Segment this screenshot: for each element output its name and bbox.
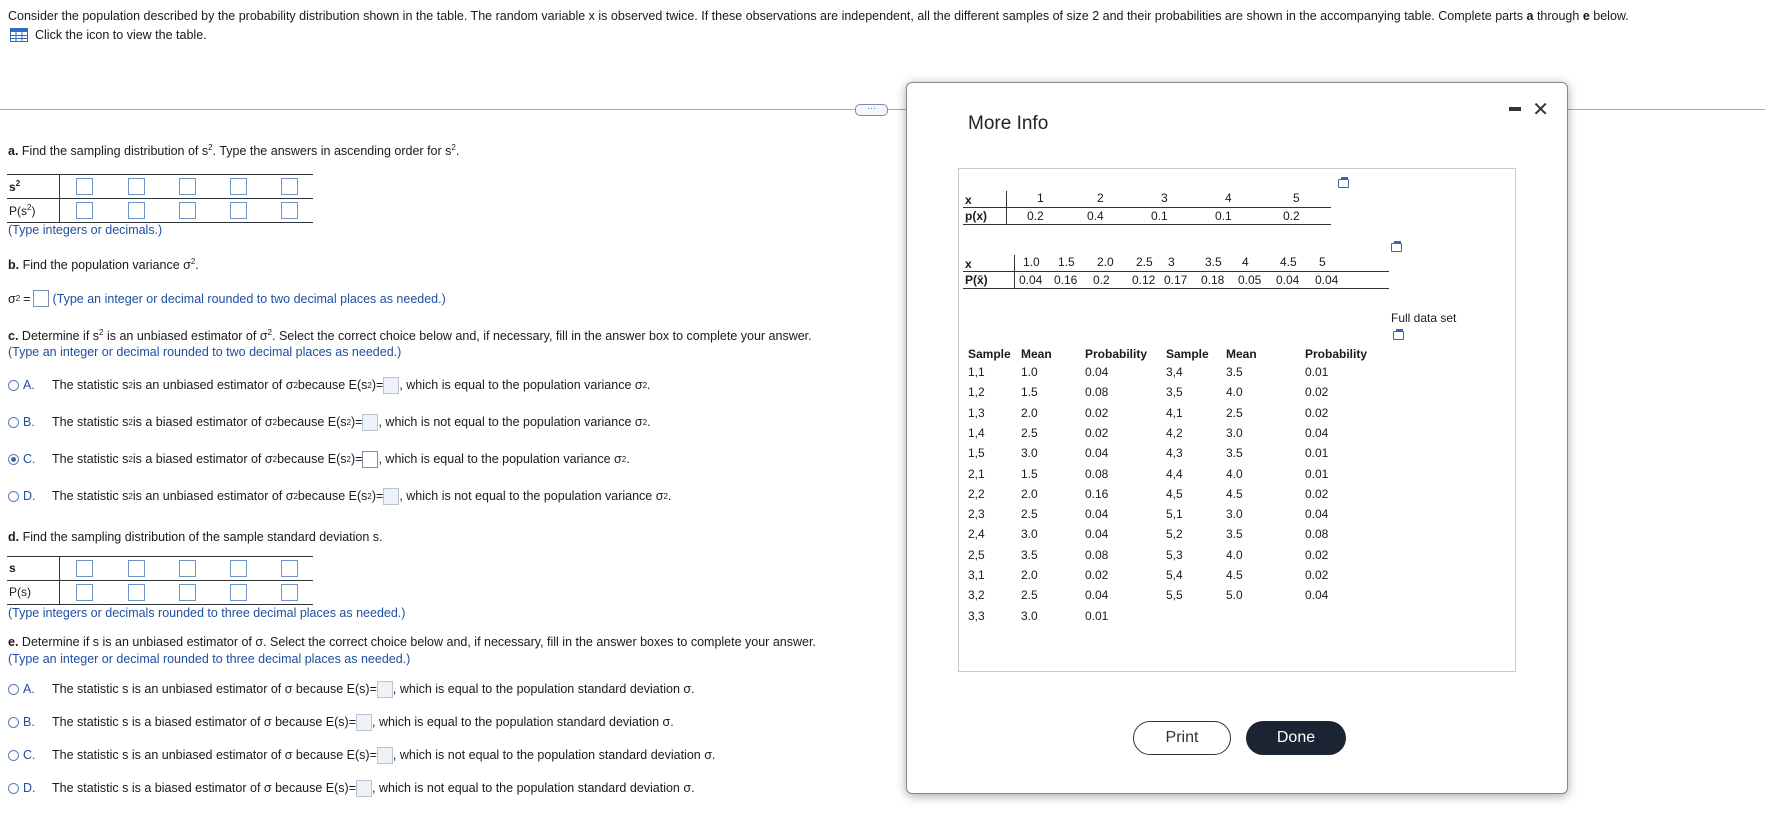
ps-value-input-4[interactable] — [230, 584, 247, 601]
data-cell: 0.01 — [1305, 466, 1329, 481]
column-header: Mean — [1226, 347, 1257, 361]
pop-px-value: 0.2 — [1283, 209, 1300, 223]
data-cell: 0.02 — [1305, 486, 1329, 501]
done-button[interactable]: Done — [1246, 721, 1346, 755]
s-value-input-3[interactable] — [179, 560, 196, 577]
ps-value-input-3[interactable] — [179, 584, 196, 601]
column-header: Sample — [968, 347, 1011, 361]
data-cell: 3,3 — [968, 608, 985, 623]
s-value-input-1[interactable] — [76, 560, 93, 577]
data-cell: 3,4 — [1166, 365, 1183, 379]
view-table-link[interactable]: Click the icon to view the table. — [10, 28, 207, 42]
data-cell: 1,1 — [968, 365, 985, 379]
e-d-answer-input[interactable] — [356, 780, 372, 797]
data-cell: 0.04 — [1085, 365, 1109, 379]
radio-e-b[interactable] — [8, 717, 19, 728]
data-cell: 1.5 — [1021, 385, 1038, 400]
xbar-value: 4.5 — [1280, 255, 1297, 269]
pop-x-value: 2 — [1097, 191, 1104, 205]
ps2-value-input-5[interactable] — [281, 202, 298, 219]
pxbar-value: 0.2 — [1093, 273, 1110, 287]
data-cell: 4.0 — [1226, 466, 1243, 481]
column-header: Probability — [1305, 347, 1368, 361]
column-header: Probability — [1085, 347, 1148, 361]
data-cell: 0.08 — [1085, 547, 1109, 562]
data-cell: 3.0 — [1226, 507, 1243, 522]
pxbar-value: 0.04 — [1019, 273, 1043, 287]
ps2-value-input-3[interactable] — [179, 202, 196, 219]
column-header: Mean — [1021, 347, 1052, 361]
part-c-option-b[interactable]: B. The statistic s 2 is a biased estimator of σ 2 because E(s 2 )= , which is not equal to the population variance σ 2 . — [8, 411, 651, 433]
pxbar-value: 0.05 — [1238, 273, 1262, 287]
divider — [0, 109, 855, 110]
data-cell: 2.5 — [1226, 405, 1243, 420]
s2-value-input-2[interactable] — [128, 178, 145, 195]
data-cell: 0.01 — [1305, 365, 1329, 379]
pxbar-value: 0.12 — [1132, 273, 1156, 287]
pxbar-value: 0.16 — [1054, 273, 1078, 287]
ps-value-input-5[interactable] — [281, 584, 298, 601]
e-b-answer-input[interactable] — [356, 714, 372, 731]
pop-px-value: 0.4 — [1087, 209, 1104, 223]
table-icon — [10, 28, 28, 42]
pxbar-label: P(x̄) — [965, 273, 988, 287]
data-cell: 4.5 — [1226, 568, 1243, 582]
data-cell: 1.5 — [1021, 466, 1038, 481]
xbar-value: 5 — [1319, 255, 1326, 269]
s-squared-label: $s^2$ — [9, 179, 21, 194]
pop-px-value: 0.1 — [1215, 209, 1232, 223]
data-cell: 2.0 — [1021, 486, 1038, 501]
data-cell: 0.01 — [1305, 446, 1329, 461]
data-cell: 0.04 — [1305, 507, 1329, 522]
radio-c-c-selected[interactable] — [8, 454, 19, 465]
xbar-value: 1.5 — [1058, 255, 1075, 269]
px-label: p(x) — [965, 209, 987, 223]
pxbar-value: 0.04 — [1315, 273, 1339, 287]
part-a-table — [7, 174, 313, 222]
data-cell: 0.02 — [1305, 385, 1329, 400]
part-d-table — [7, 556, 313, 604]
copy-table-icon[interactable] — [1391, 243, 1402, 252]
e-a-answer-input[interactable] — [377, 681, 393, 698]
part-c-option-a[interactable]: A. The statistic s 2 is an unbiased estimator of σ 2 because E(s 2 )= , which is equal to the population variance σ 2 . — [8, 374, 651, 396]
data-cell: 0.04 — [1085, 588, 1109, 603]
part-e-hint: (Type an integer or decimal rounded to three decimal places as needed.) — [8, 652, 411, 666]
data-cell: 2,2 — [968, 486, 985, 501]
data-cell: 4,3 — [1166, 446, 1183, 461]
e-c-answer-input[interactable] — [377, 747, 393, 764]
data-cell: 3.5 — [1226, 365, 1243, 379]
part-d-hint: (Type integers or decimals rounded to three decimal places as needed.) — [8, 606, 406, 620]
data-cell: 4,5 — [1166, 486, 1183, 501]
column-header: Sample — [1166, 347, 1209, 361]
radio-c-a[interactable] — [8, 380, 19, 391]
data-cell: 0.04 — [1085, 446, 1109, 461]
s2-value-input-3[interactable] — [179, 178, 196, 195]
data-cell: 0.02 — [1305, 547, 1329, 562]
data-cell: 0.04 — [1305, 588, 1329, 603]
xbar-value: 2.0 — [1097, 255, 1114, 269]
data-cell: 0.01 — [1085, 608, 1109, 623]
more-info-dialog — [906, 82, 1568, 794]
data-cell: 2,4 — [968, 527, 985, 542]
data-cell: 0.02 — [1305, 568, 1329, 582]
part-b-question: b. Find the population variance $\sigma^2$. — [8, 257, 199, 273]
data-cell: 3.5 — [1021, 547, 1038, 562]
expand-dots-button[interactable]: ··· — [855, 104, 888, 116]
close-icon[interactable]: ✕ — [1532, 99, 1549, 121]
s2-value-input-1[interactable] — [76, 178, 93, 195]
radio-c-d[interactable] — [8, 491, 19, 502]
c-b-answer-input[interactable] — [362, 414, 378, 431]
data-cell: 1,5 — [968, 446, 985, 461]
c-d-answer-input[interactable] — [383, 488, 399, 505]
data-cell: 3,2 — [968, 588, 985, 603]
data-cell: 3.0 — [1021, 446, 1038, 461]
data-cell: 0.04 — [1305, 425, 1329, 440]
pop-x-value: 5 — [1293, 191, 1300, 205]
population-variance-input[interactable] — [33, 290, 49, 307]
data-cell: 4,2 — [1166, 425, 1183, 440]
data-cell: 5,3 — [1166, 547, 1183, 562]
radio-e-a[interactable] — [8, 684, 19, 695]
ps-value-input-2[interactable] — [128, 584, 145, 601]
radio-e-d[interactable] — [8, 783, 19, 794]
x-label: x — [965, 193, 972, 207]
part-e-option-a[interactable]: A. The statistic s is an unbiased estimator of σ because E(s)= , which is equal to the population standard deviation σ. — [8, 678, 695, 700]
data-cell: 4.5 — [1226, 486, 1243, 501]
data-cell: 0.02 — [1085, 405, 1109, 420]
data-cell: 3.0 — [1226, 425, 1243, 440]
part-c-option-c[interactable]: C. The statistic s 2 is a biased estimator of σ 2 because E(s 2 )= , which is equal to the population variance σ 2 . — [8, 448, 630, 470]
data-cell: 5,5 — [1166, 588, 1183, 603]
ps-value-input-1[interactable] — [76, 584, 93, 601]
pxbar-value: 0.04 — [1276, 273, 1300, 287]
dialog-title: More Info — [968, 113, 1049, 134]
data-cell: 3.5 — [1226, 527, 1243, 542]
data-cell: 4.0 — [1226, 385, 1243, 400]
data-cell: 2.5 — [1021, 588, 1038, 603]
data-cell: 1,3 — [968, 405, 985, 420]
data-cell: 0.02 — [1085, 568, 1109, 582]
pop-x-value: 1 — [1037, 191, 1044, 205]
data-cell: 0.02 — [1305, 405, 1329, 420]
data-cell: 4,1 — [1166, 405, 1183, 420]
data-cell: 2,3 — [968, 507, 985, 522]
print-button[interactable]: Print — [1133, 721, 1231, 755]
xbar-value: 3.5 — [1205, 255, 1222, 269]
data-cell: 5.0 — [1226, 588, 1243, 603]
full-data-set-label: Full data set — [1391, 311, 1457, 325]
data-cell: 1,4 — [968, 425, 985, 440]
pop-px-value: 0.1 — [1151, 209, 1168, 223]
part-e-option-b[interactable]: B. The statistic s is a biased estimator of σ because E(s)= , which is equal to the population standard deviation σ. — [8, 711, 674, 733]
p-s-squared-label: $P(s^2)$ — [9, 203, 36, 218]
info-content-panel — [958, 168, 1516, 672]
part-e-question: e. Determine if s is an unbiased estimator of σ. Select the correct choice below and, if necessary, fill in the answer boxes to complete your answer. — [8, 635, 816, 649]
part-c-question: c. Determine if $s^2$ is an unbiased estimator of $\sigma^2$. Select the correct choice below and, if necessary, fill in the answer box to complete your answer. — [8, 328, 812, 344]
problem-statement: Consider the population described by the probability distribution shown in the table. The random variable x is observed twice. If these observations are independent, all the different samples of size 2 and their probabilities are shown in the accompanying table. Complete parts a through e below. — [8, 9, 1629, 23]
data-cell: 0.08 — [1085, 466, 1109, 481]
data-cell: 3.5 — [1226, 446, 1243, 461]
data-cell: 2,5 — [968, 547, 985, 562]
s2-value-input-5[interactable] — [281, 178, 298, 195]
data-cell: 0.16 — [1085, 486, 1109, 501]
c-a-answer-input[interactable] — [383, 377, 399, 394]
data-cell: 3.0 — [1021, 527, 1038, 542]
part-c-hint: (Type an integer or decimal rounded to two decimal places as needed.) — [8, 345, 402, 359]
part-a-question: a. Find the sampling distribution of $s^2$. Type the answers in ascending order for $s^2$. — [8, 143, 460, 159]
pxbar-value: 0.17 — [1164, 273, 1188, 287]
xbar-value: 1.0 — [1023, 255, 1040, 269]
data-cell: 0.08 — [1085, 385, 1109, 400]
s-value-input-5[interactable] — [281, 560, 298, 577]
s-value-input-2[interactable] — [128, 560, 145, 577]
data-cell: 2.0 — [1021, 405, 1038, 420]
population-variance-row: σ 2 = (Type an integer or decimal rounded to two decimal places as needed.) — [8, 291, 446, 306]
data-cell: 5,4 — [1166, 568, 1183, 582]
radio-c-b[interactable] — [8, 417, 19, 428]
part-d-question: d. Find the sampling distribution of the sample standard deviation s. — [8, 530, 383, 544]
pop-x-value: 4 — [1225, 191, 1232, 205]
data-cell: 3.0 — [1021, 608, 1038, 623]
data-cell: 0.04 — [1085, 527, 1109, 542]
ps2-value-input-2[interactable] — [128, 202, 145, 219]
xbar-value: 3 — [1168, 255, 1175, 269]
data-cell: 1,2 — [968, 385, 985, 400]
s-value-input-4[interactable] — [230, 560, 247, 577]
xbar-value: 4 — [1242, 255, 1249, 269]
xbar-label: x — [965, 257, 972, 271]
radio-e-c[interactable] — [8, 750, 19, 761]
s2-value-input-4[interactable] — [230, 178, 247, 195]
ps2-value-input-4[interactable] — [230, 202, 247, 219]
copy-table-icon[interactable] — [1338, 179, 1349, 188]
data-cell: 0.02 — [1085, 425, 1109, 440]
copy-table-icon[interactable] — [1393, 331, 1404, 340]
data-cell: 3,1 — [968, 568, 985, 582]
ps2-value-input-1[interactable] — [76, 202, 93, 219]
pop-px-value: 0.2 — [1027, 209, 1044, 223]
data-cell: 2.5 — [1021, 507, 1038, 522]
data-cell: 5,2 — [1166, 527, 1183, 542]
data-cell: 2,1 — [968, 466, 985, 481]
s-label: s — [9, 561, 16, 575]
data-cell: 0.04 — [1085, 507, 1109, 522]
pop-x-value: 3 — [1161, 191, 1168, 205]
minimize-icon[interactable] — [1509, 107, 1521, 111]
c-c-answer-input[interactable] — [362, 451, 378, 468]
xbar-value: 2.5 — [1136, 255, 1153, 269]
data-cell: 3,5 — [1166, 385, 1183, 400]
part-c-option-d[interactable]: D. The statistic s 2 is an unbiased estimator of σ 2 because E(s 2 )= , which is not equal to the population variance σ 2 . — [8, 485, 671, 507]
data-cell: 4,4 — [1166, 466, 1183, 481]
part-e-option-d[interactable]: D. The statistic s is a biased estimator of σ because E(s)= , which is not equal to the population standard deviation σ. — [8, 777, 695, 799]
part-a-hint: (Type integers or decimals.) — [8, 223, 163, 237]
data-cell: 2.0 — [1021, 568, 1038, 582]
data-cell: 5,1 — [1166, 507, 1183, 522]
pxbar-value: 0.18 — [1201, 273, 1225, 287]
data-cell: 4.0 — [1226, 547, 1243, 562]
data-cell: 2.5 — [1021, 425, 1038, 440]
p-s-label: P(s) — [9, 585, 31, 599]
data-cell: 0.08 — [1305, 527, 1329, 542]
data-cell: 1.0 — [1021, 365, 1038, 379]
part-e-option-c[interactable]: C. The statistic s is an unbiased estimator of σ because E(s)= , which is not equal to the population standard deviation σ. — [8, 744, 715, 766]
